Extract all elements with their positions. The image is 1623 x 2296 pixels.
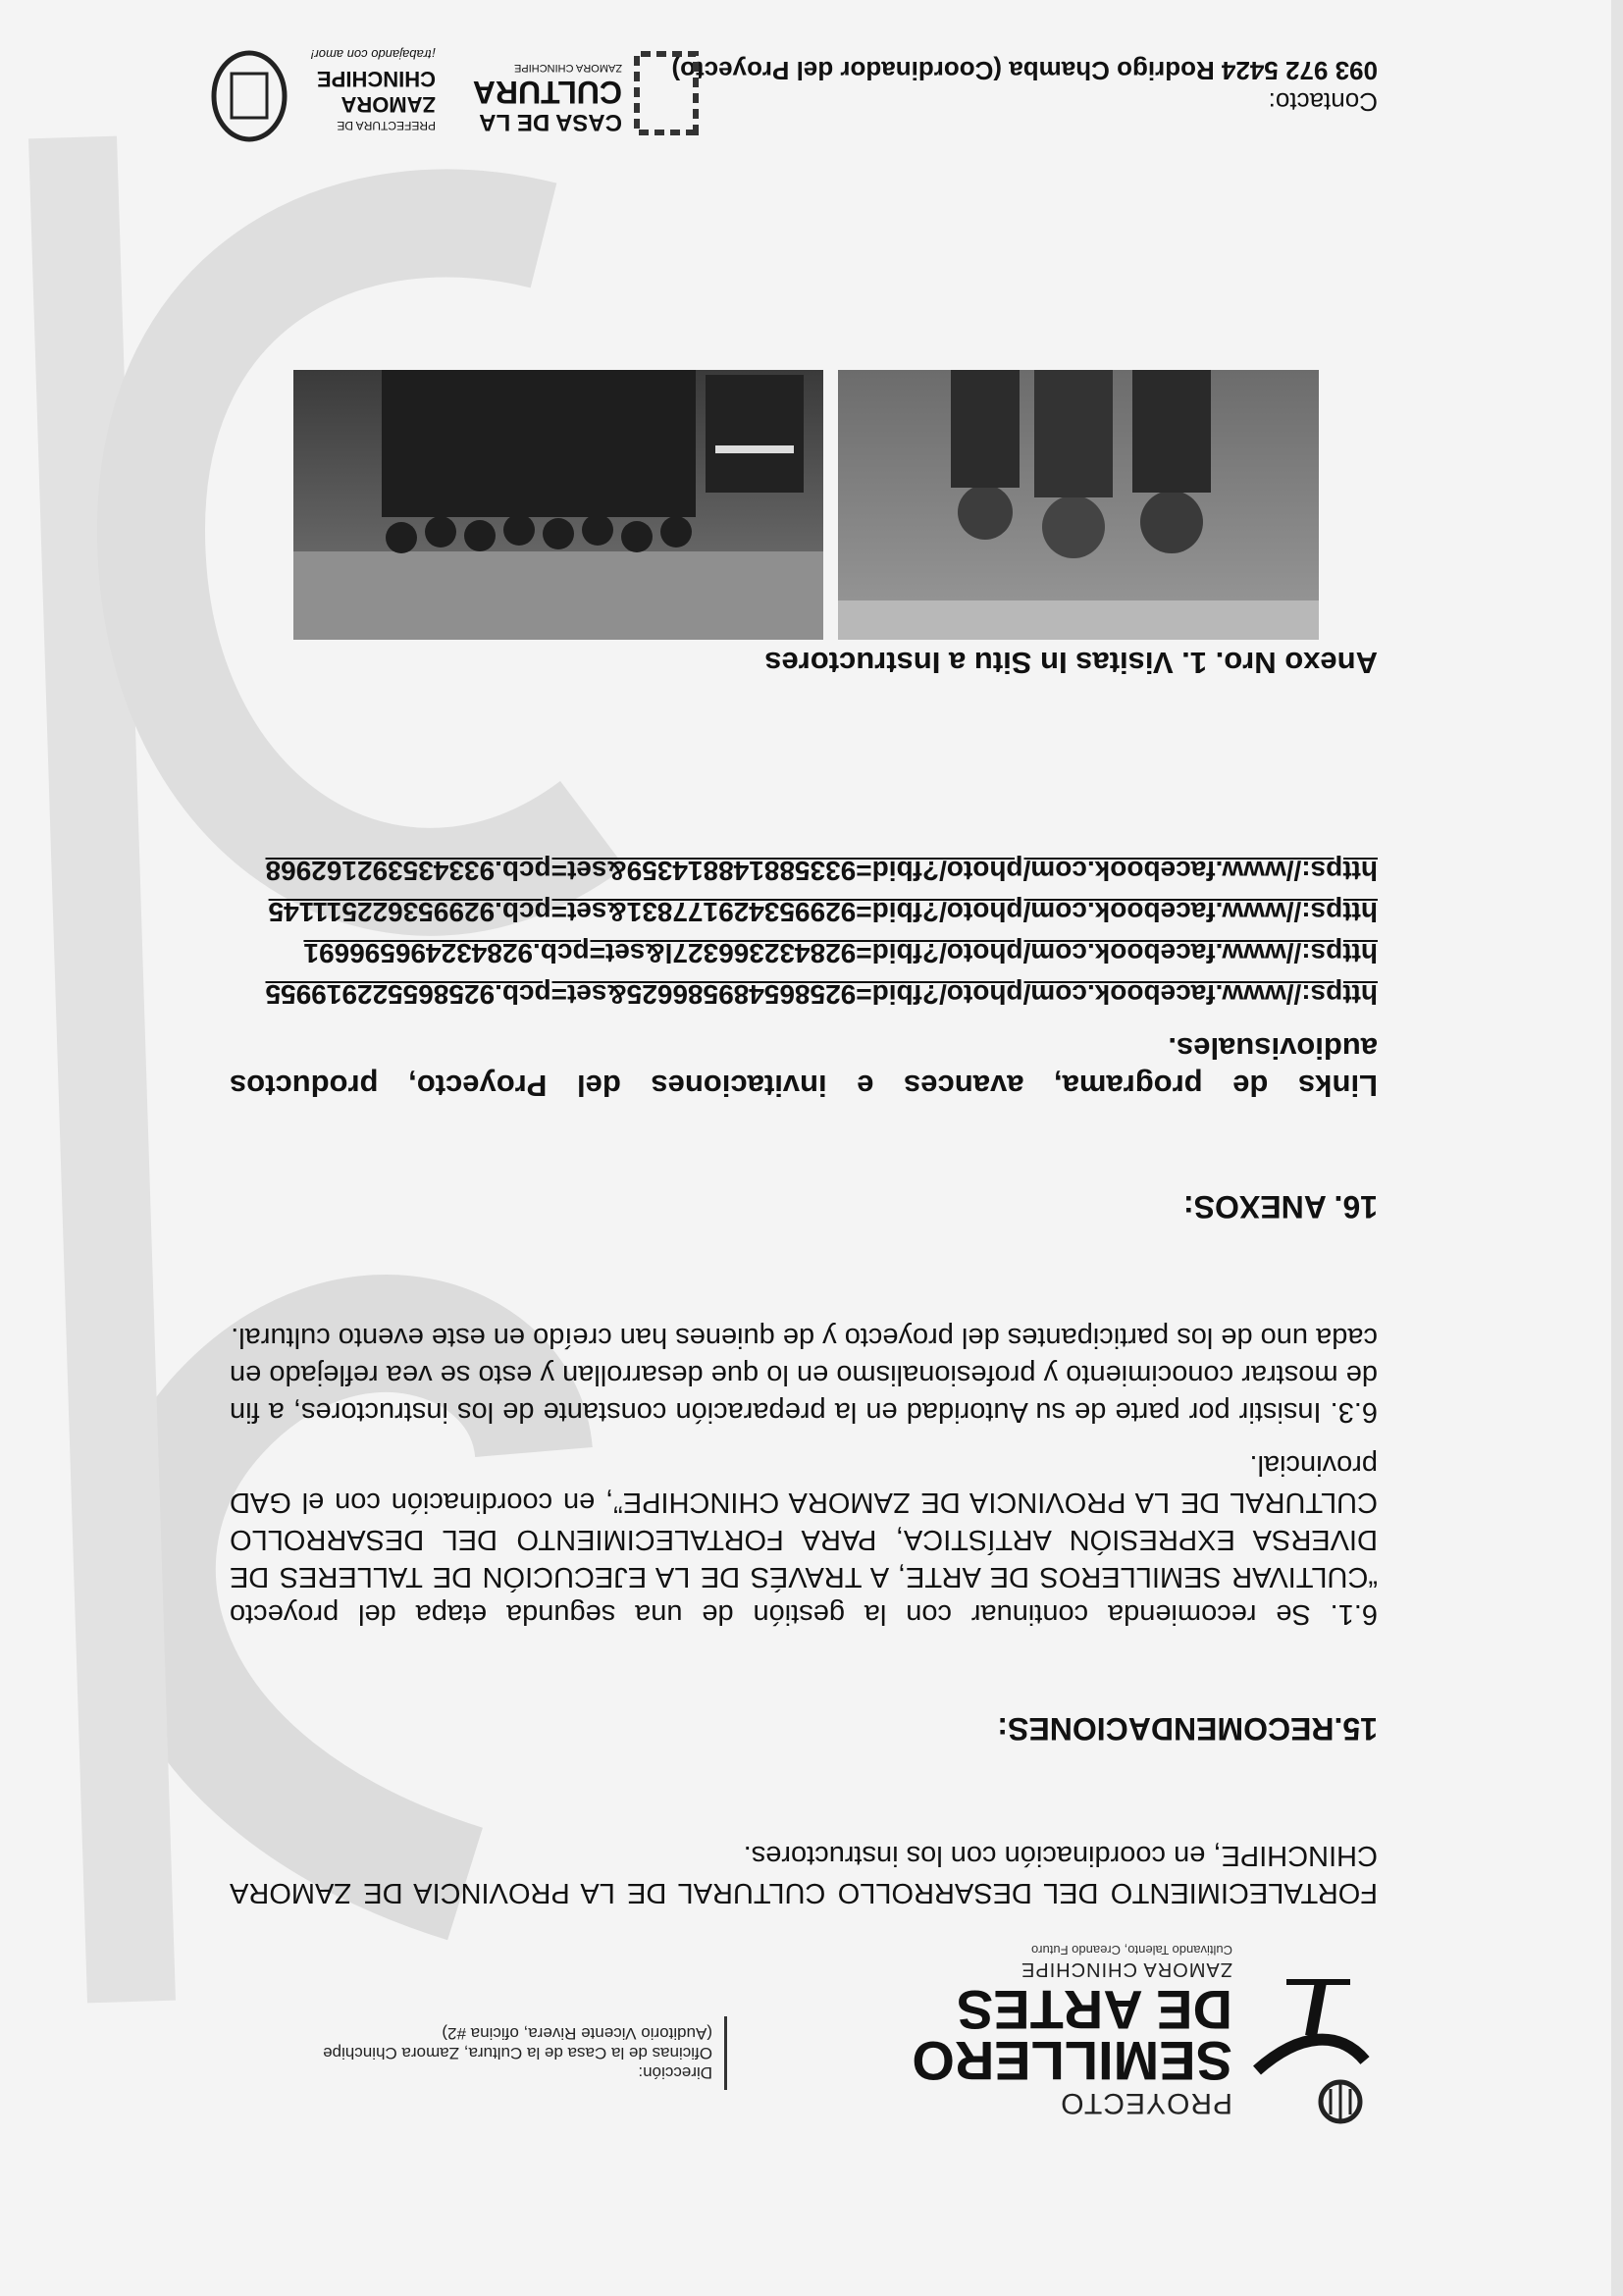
annex-link[interactable]: https://www.facebook.com/photo/?fbid=929953429177831&set=pcb.929953622511145	[268, 897, 1378, 927]
casa-cultura-icon	[632, 49, 701, 137]
links-heading: Links de programa, avances e invitaciones del Proyecto, productos audiovisuales.	[230, 1031, 1378, 1103]
address-block	[202, 2023, 712, 2082]
recommendation-6-1: 6.1. Se recomienda continuar con la gestión de una segunda etapa del proyecto “CULTIVAR SEMILLEROS DE ARTE, A TRAVÉS DE LA EJECUCIÓN DE TALLERES DE DIVERSA EXPRESIÓN ARTÍSTICA, PARA FORTALECIMIENTO DEL DESARROLLO CULTURAL DE LA PROVINCIA DE ZAMORA CHINCHIPE”, en coordinación con el GAD provincial.	[230, 1449, 1378, 1630]
brand-line2: DE ARTES	[956, 1979, 1232, 2041]
brand-line1: SEMILLERO	[912, 2030, 1232, 2092]
prefectura-tagline: ¡trabajando con amor!	[310, 47, 436, 62]
address-line2: (Auditorio Vicente Rivera, oficina #2)	[442, 2024, 712, 2043]
annex-link[interactable]: https://www.facebook.com/photo/?fbid=933588148814359&set=pcb.933435392162968	[265, 856, 1378, 886]
semillero-logo-icon	[1242, 1972, 1380, 2129]
prefectura-seal-icon	[210, 49, 288, 142]
casa-cultura-logo	[472, 44, 701, 142]
brand-tagline: Cultivando Talento, Creando Futuro	[1031, 1943, 1232, 1957]
recommendation-6-3: 6.3. Insistir por parte de su Autoridad en la preparación constante de los instructores, a fin de mostrar conocimiento y profesionalismo en lo que desarrollan y esto se vea reflejado en cada uno de los participantes del proyecto y de quienes han creído en este evento cultural.	[230, 1322, 1378, 1428]
intro-paragraph: FORTALECIMIENTO DEL DESARROLLO CULTURAL DE LA PROVINCIA DE ZAMORA CHINCHIPE, en coordinación con los instructores.	[230, 1840, 1378, 1908]
contact-block	[671, 55, 1378, 118]
address-label: Dirección:	[638, 2063, 712, 2082]
contact-value: 093 972 5424 Rodrigo Chamba (Coordinador del Proyecto)	[671, 56, 1378, 85]
casa-cultura-line2: CULTURA	[472, 75, 622, 110]
annex-caption: Anexo Nro. 1. Visitas In Situ a Instructores	[764, 646, 1378, 680]
prefectura-line3: CHINCHIPE	[316, 67, 436, 91]
contact-label: Contacto:	[1268, 87, 1378, 117]
section-15-title: 15.RECOMENDACIONES:	[997, 1711, 1378, 1747]
photo-group-icon	[293, 370, 823, 640]
prefectura-line1: PREFECTURA DE	[337, 119, 436, 132]
header-divider	[724, 2016, 727, 2090]
prefectura-logo	[181, 39, 436, 142]
section-16-title: 16. ANEXOS:	[1183, 1189, 1378, 1225]
annex-link[interactable]: https://www.facebook.com/photo/?fbid=925865489586625&set=pcb.925865522919955	[265, 979, 1378, 1010]
annex-photo-instructors	[838, 370, 1319, 640]
brand-block	[912, 1943, 1232, 2119]
casa-cultura-line1: CASA DE LA	[479, 109, 622, 135]
project-label: PROYECTO	[1060, 2087, 1232, 2119]
photo-people-icon	[838, 370, 1319, 640]
links-list	[230, 854, 1378, 1011]
page-header	[202, 1943, 1380, 2129]
address-line1: Oficinas de la Casa de la Cultura, Zamora Chinchipe	[323, 2044, 712, 2062]
casa-cultura-line3: ZAMORA CHINCHIPE	[513, 62, 622, 74]
brand-region: ZAMORA CHINCHIPE	[1020, 1958, 1232, 1980]
page-footer	[200, 34, 1378, 152]
annex-photo-group	[293, 370, 823, 640]
annex-link[interactable]: https://www.facebook.com/photo/?fbid=928432366327l&set=pcb.928432496596691	[303, 938, 1378, 968]
prefectura-line2: ZAMORA	[340, 92, 436, 117]
